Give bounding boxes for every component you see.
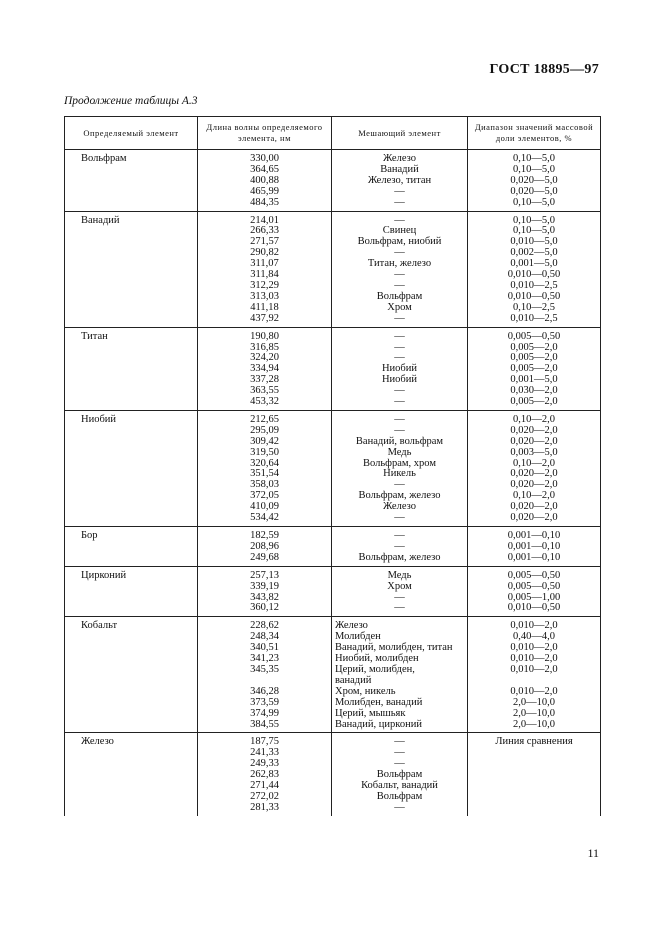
interfering-value: — [394,330,405,342]
range-value: 0,005—2,0 [510,396,558,408]
element-name: Железо [81,736,114,748]
range-value: 0,020—2,0 [510,479,558,491]
range-value: 0,010—2,0 [510,685,558,697]
wavelength-value: 281,33 [250,801,279,813]
interfering-value: Медь [387,569,412,581]
interfering-value: — [394,602,405,614]
range-value: 0,005—2,0 [510,352,558,364]
interfering-value: — [394,185,405,197]
wavelength-value: 187,75 [250,736,279,748]
range-value: 0,005—1,00 [507,591,561,603]
interfering-value: Ниобий [381,374,418,386]
interfering-value: — [394,512,405,524]
wavelength-cell [198,410,332,526]
interfering-value: ванадий [335,674,372,686]
table-header-row [65,117,601,150]
range-value: 0,002—5,0 [510,247,558,259]
interfering-value: Вольфрам, хром [363,457,436,469]
wavelength-value: 182,59 [250,530,279,541]
interfering-value: — [394,247,405,259]
range-cell [468,733,601,816]
wavelength-value: 363,55 [250,385,279,397]
element-name: Титан [81,330,108,342]
wavelength-value: 351,54 [250,468,279,480]
wavelength-cell [198,527,332,567]
wavelength-cell [198,733,332,816]
interfering-value: — [394,424,405,436]
interfering-value: — [394,269,405,281]
wavelength-value: 309,42 [250,435,279,447]
document-id: ГОСТ 18895—97 [489,62,599,77]
wavelength-value: 384,55 [250,718,279,730]
wavelength-value: 341,23 [250,653,279,665]
interfering-value: Ванадий, цирконий [335,718,422,730]
table-row [65,733,601,816]
interfering-value: Вольфрам [376,769,423,781]
range-value: 0,010—2,5 [510,312,558,324]
wavelength-value: 484,35 [250,196,279,208]
interfering-value: Кобальт, ванадий [361,780,438,792]
interfering-value: — [394,530,405,541]
wavelength-value: 373,59 [250,696,279,708]
range-value: 0,020—5,0 [510,174,558,186]
wavelength-value: 346,28 [250,685,279,697]
interfering-cell [332,566,468,617]
interfering-value: — [394,341,405,353]
wavelength-value: 320,64 [250,457,279,469]
interfering-value: Церий, молибден, [335,663,415,675]
range-value: 0,010—2,0 [510,663,558,675]
interfering-cell [332,733,468,816]
interfering-value: Вольфрам, железо [358,490,441,502]
element-cell [65,327,198,410]
wavelength-value: 312,29 [250,279,279,291]
interfering-value: Ванадий [380,163,419,175]
wavelength-value: 295,09 [250,424,279,436]
interfering-cell [332,617,468,733]
interfering-value: — [394,591,405,603]
range-value: 0,005—0,50 [507,580,561,592]
range-cell [468,327,601,410]
interfering-value: Ванадий, молибден, титан [335,642,453,654]
wavelength-value: 339,19 [250,580,279,592]
range-value: Линия сравнения [495,736,573,748]
wavelength-value: 334,94 [250,363,279,375]
element-name: Ванадий [81,214,120,226]
wavelength-value: 319,50 [250,446,279,458]
wavelength-value: 313,03 [250,290,279,302]
range-value: 0,010—2,5 [510,279,558,291]
interfering-value: — [394,479,405,491]
interfering-value: — [394,352,405,364]
wavelength-value: 214,01 [250,214,279,226]
interfering-value: — [394,540,405,552]
interfering-value: — [394,279,405,291]
range-cell [468,617,601,733]
table-row [65,211,601,327]
column-header-wavelength: Длина волны определяемого элемента, нм [198,117,332,150]
wavelength-value: 212,65 [250,413,279,425]
wavelength-value: 330,00 [250,153,279,164]
wavelength-value: 290,82 [250,247,279,259]
interfering-value: — [394,801,405,813]
element-cell [65,617,198,733]
interfering-cell [332,211,468,327]
wavelength-value: 262,83 [250,769,279,781]
column-header-element: Определяемый элемент [65,117,198,150]
range-value: 0,020—2,0 [510,424,558,436]
interfering-value: Молибден [335,631,381,643]
range-value: 0,10—5,0 [513,225,555,237]
column-header-interfering: Мешающий элемент [332,117,468,150]
interfering-value: Ванадий, вольфрам [355,435,444,447]
range-value: 0,020—2,0 [510,468,558,480]
wavelength-value: 190,80 [250,330,279,342]
wavelength-value: 534,42 [250,512,279,524]
wavelength-value: 272,02 [250,790,279,802]
interfering-value: Молибден, ванадий [335,696,423,708]
wavelength-value: 343,82 [250,591,279,603]
interfering-value: Вольфрам, железо [358,551,441,563]
range-value: 0,020—2,0 [510,435,558,447]
range-value: 2,0—10,0 [513,707,555,719]
interfering-cell [332,150,468,212]
wavelength-value: 411,18 [250,301,279,313]
table-caption: Продолжение таблицы А.3 [64,95,198,107]
interfering-value: Никель [383,468,416,480]
interfering-value: Ниобий, молибден [335,653,419,665]
wavelength-value: 311,07 [250,258,279,270]
wavelength-value: 364,65 [250,163,279,175]
interfering-value: Хром [387,580,412,592]
range-value: 0,10—2,0 [513,490,555,502]
table-row [65,527,601,567]
range-value [471,803,597,814]
interfering-value: Железо [383,153,416,164]
interfering-value: Медь [387,446,412,458]
range-value: 0,010—0,50 [507,269,561,281]
wavelength-value: 311,84 [250,269,279,281]
interfering-cell [332,527,468,567]
data-table [64,116,601,816]
interfering-value: — [394,196,405,208]
range-value: 0,10—2,5 [513,301,555,313]
wavelength-value: 316,85 [250,341,279,353]
range-value: 0,10—2,0 [513,457,555,469]
wavelength-value: 208,96 [250,540,279,552]
interfering-value: Железо, титан [367,174,432,186]
range-value: 0,020—2,0 [510,501,558,513]
range-value: 0,40—4,0 [513,631,555,643]
interfering-value: — [394,312,405,324]
element-name: Кобальт [81,620,118,632]
interfering-value: Хром, никель [335,685,396,697]
wavelength-value: 271,57 [250,236,279,248]
element-cell [65,527,198,567]
interfering-value: Вольфрам, ниобий [357,236,442,248]
wavelength-value: 400,88 [250,174,279,186]
element-cell [65,566,198,617]
wavelength-value: 358,03 [250,479,279,491]
wavelength-value: 360,12 [250,602,279,614]
element-name: Вольфрам [81,153,127,164]
interfering-value: — [394,413,405,425]
table-row [65,327,601,410]
wavelength-value: 345,35 [250,663,279,675]
range-value: 0,001—5,0 [510,258,558,270]
page-number: 11 [587,846,599,860]
element-cell [65,150,198,212]
table-row [65,617,601,733]
column-header-range: Диапазон значений массовой доли элементов, % [468,117,601,150]
interfering-value: — [394,747,405,759]
interfering-value: Титан, железо [367,258,432,270]
range-value: 0,020—5,0 [510,185,558,197]
range-value: 0,005—2,0 [510,363,558,375]
range-cell [468,211,601,327]
wavelength-value: 437,92 [250,312,279,324]
interfering-cell [332,410,468,526]
element-cell [65,733,198,816]
wavelength-value: 453,32 [250,396,279,408]
range-value: 0,030—2,0 [510,385,558,397]
range-value: 0,003—5,0 [510,446,558,458]
wavelength-value: 372,05 [250,490,279,502]
range-cell [468,150,601,212]
interfering-value: — [394,736,405,748]
interfering-value: — [394,214,405,226]
range-value: 2,0—10,0 [513,718,555,730]
range-value: 0,010—0,50 [507,602,561,614]
range-value: 0,010—2,0 [510,620,558,632]
wavelength-value: 324,20 [250,352,279,364]
wavelength-value: 266,33 [250,225,279,237]
range-value: 0,001—0,10 [507,530,561,541]
wavelength-value: 340,51 [250,642,279,654]
range-value: 0,005—2,0 [510,341,558,353]
table-row [65,150,601,212]
element-name: Ниобий [81,413,117,425]
range-value: 0,010—5,0 [510,236,558,248]
element-cell [65,410,198,526]
table-row [65,410,601,526]
interfering-value: Железо [383,501,416,513]
interfering-value: — [394,396,405,408]
range-value: 0,020—2,0 [510,512,558,524]
interfering-value: Вольфрам [376,790,423,802]
element-name: Бор [81,530,98,541]
range-cell [468,527,601,567]
wavelength-cell [198,617,332,733]
wavelength-cell [198,566,332,617]
wavelength-value: 337,28 [250,374,279,386]
interfering-value: Вольфрам [376,290,423,302]
element-name: Цирконий [81,569,127,581]
wavelength-value: 410,09 [250,501,279,513]
wavelength-value: 249,33 [250,758,279,770]
range-value: 0,010—0,50 [507,290,561,302]
wavelength-value: 271,44 [250,780,279,792]
interfering-value: — [394,758,405,770]
table-body [65,150,601,816]
range-cell [468,566,601,617]
interfering-value: — [394,385,405,397]
range-value: 0,001—0,10 [507,540,561,552]
range-value: 0,10—5,0 [513,196,555,208]
range-value: 0,001—0,10 [507,551,561,563]
wavelength-value: 249,68 [250,551,279,563]
range-value: 0,10—5,0 [513,214,555,226]
interfering-value: Хром [387,301,412,313]
interfering-cell [332,327,468,410]
element-cell [65,211,198,327]
wavelength-value: 241,33 [250,747,279,759]
range-value: 0,10—5,0 [513,153,555,164]
wavelength-value: 228,62 [250,620,279,632]
wavelength-value: 465,99 [250,185,279,197]
table-row [65,566,601,617]
range-value: 0,005—0,50 [507,569,561,581]
interfering-value: Церий, мышьяк [335,707,406,719]
wavelength-value: 248,34 [250,631,279,643]
range-value: 2,0—10,0 [513,696,555,708]
range-value: 0,10—5,0 [513,163,555,175]
range-value: 0,10—2,0 [513,413,555,425]
interfering-value: Железо [335,620,368,632]
interfering-value: Свинец [382,225,417,237]
range-value: 0,001—5,0 [510,374,558,386]
wavelength-value: 374,99 [250,707,279,719]
range-value: 0,005—0,50 [507,330,561,342]
range-value: 0,010—2,0 [510,653,558,665]
wavelength-cell [198,327,332,410]
range-cell [468,410,601,526]
wavelength-cell [198,150,332,212]
range-value: 0,010—2,0 [510,642,558,654]
interfering-value: Ниобий [381,363,418,375]
wavelength-value: 257,13 [250,569,279,581]
wavelength-cell [198,211,332,327]
